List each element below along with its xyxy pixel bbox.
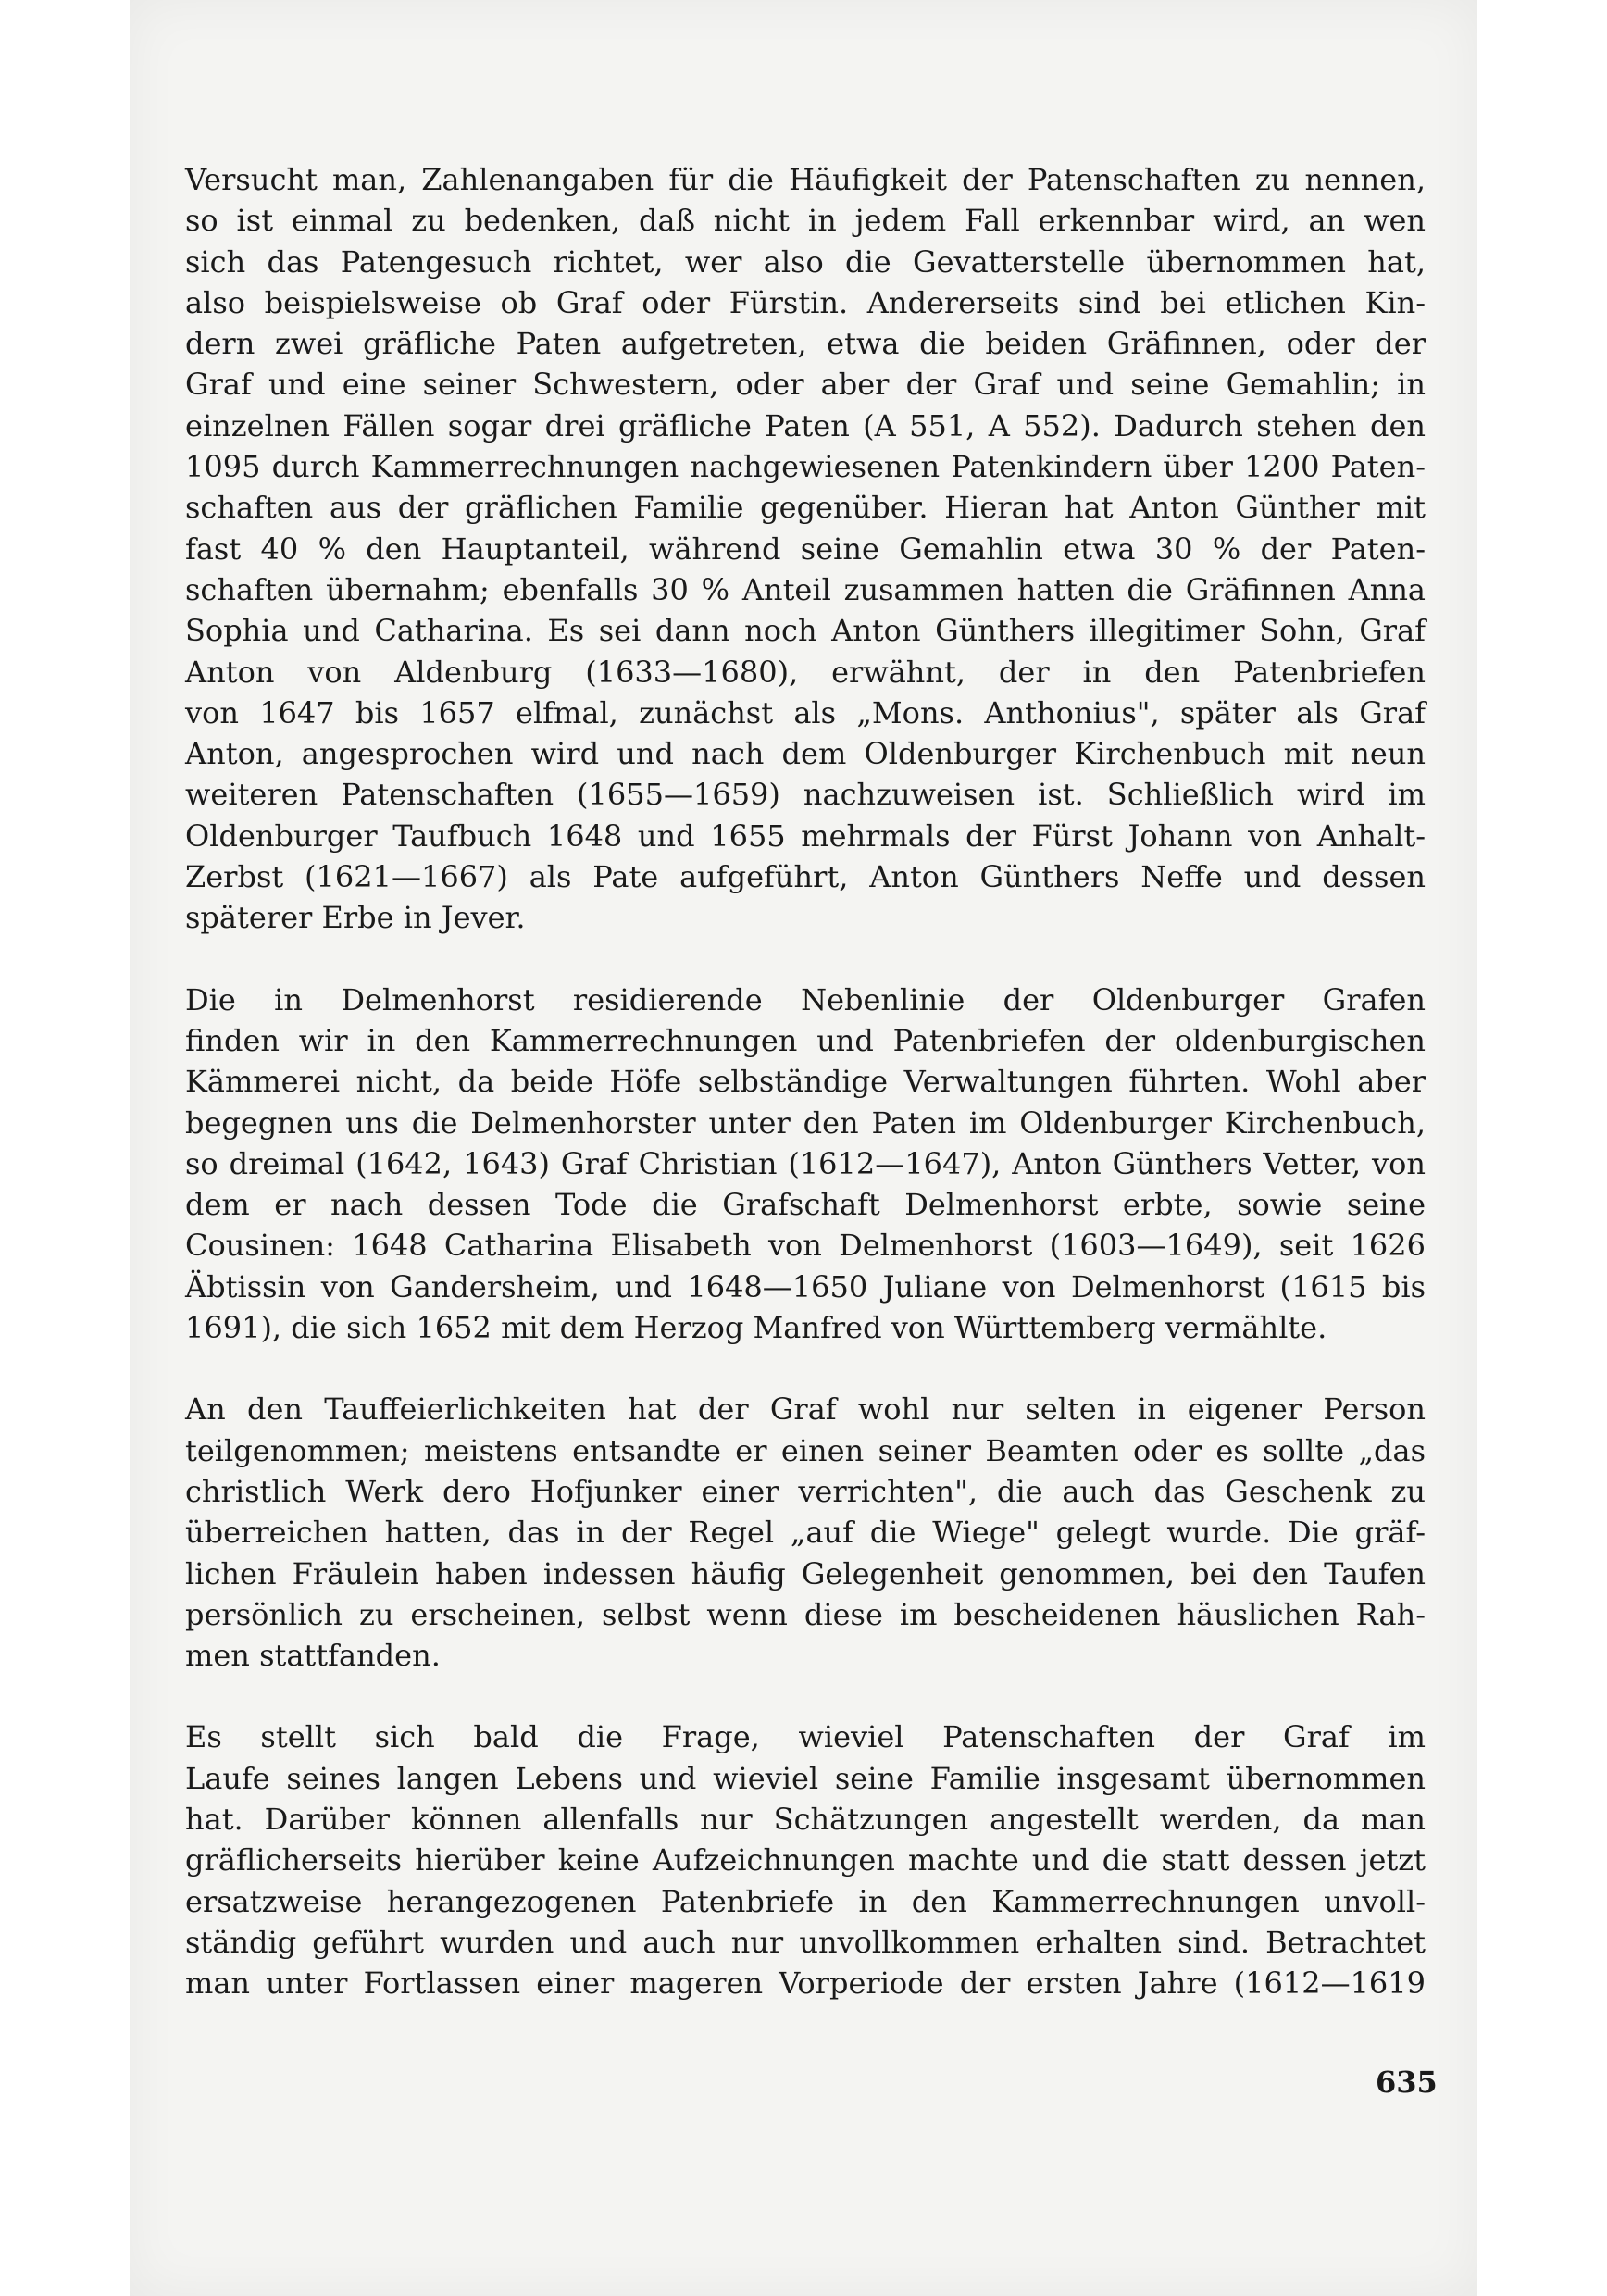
text-line: gräflicherseits hierüber keine Aufzeichnungen machte und die statt dessen jetzt bbox=[185, 1842, 1426, 1878]
text-line: Anton von Aldenburg (1633—1680), erwähnt, der in den Patenbriefen bbox=[185, 654, 1426, 690]
text-line: sich das Patengesuch richtet, wer also die Gevatterstelle übernommen hat, bbox=[185, 243, 1426, 280]
text-line: 1095 durch Kammerrechnungen nachgewiesenen Patenkindern über 1200 Paten- bbox=[185, 449, 1426, 485]
text-line: Oldenburger Taufbuch 1648 und 1655 mehrmals der Fürst Johann von Anhalt- bbox=[185, 817, 1426, 854]
paragraph bbox=[185, 1716, 1426, 2003]
text-line: Kämmerei nicht, da beide Höfe selbständige Verwaltungen führten. Wohl aber bbox=[185, 1064, 1426, 1100]
text-line: Versucht man, Zahlenangaben für die Häufigkeit der Patenschaften zu nennen, bbox=[185, 162, 1426, 197]
text-line: so ist einmal zu bedenken, daß nicht in jedem Fall erkennbar wird, an wen bbox=[185, 203, 1426, 239]
paragraph bbox=[185, 159, 1426, 939]
text-line: man unter Fortlassen einer mageren Vorperiode der ersten Jahre (1612—1619 bbox=[185, 1965, 1426, 2002]
text-line: Anton, angesprochen wird und nach dem Oldenburger Kirchenbuch mit neun bbox=[185, 736, 1426, 772]
text-line: Laufe seines langen Lebens und wieviel seine Familie insgesamt übernommen bbox=[185, 1760, 1426, 1796]
text-line: schaften übernahm; ebenfalls 30 % Anteil zusammen hatten die Gräfinnen Anna bbox=[185, 571, 1426, 607]
text-line: begegnen uns die Delmenhorster unter den Paten im Oldenburger Kirchenbuch, bbox=[185, 1104, 1426, 1141]
text-line: persönlich zu erscheinen, selbst wenn diese im bescheidenen häuslichen Rah- bbox=[185, 1596, 1426, 1632]
text-line: lichen Fräulein haben indessen häufig Gelegenheit genommen, bei den Taufen bbox=[185, 1555, 1426, 1591]
text-line: weiteren Patenschaften (1655—1659) nachzuweisen ist. Schließlich wird im bbox=[185, 777, 1426, 813]
text-line: Sophia und Catharina. Es sei dann noch Anton Günthers illegitimer Sohn, Graf bbox=[185, 613, 1426, 649]
body-text bbox=[185, 159, 1426, 2044]
text-line: 1691), die sich 1652 mit dem Herzog Manfred von Württemberg vermählte. bbox=[185, 1310, 1327, 1346]
text-line: dem er nach dessen Tode die Grafschaft Delmenhorst erbte, sowie seine bbox=[185, 1187, 1426, 1223]
text-line: fast 40 % den Hauptanteil, während seine Gemahlin etwa 30 % der Paten- bbox=[185, 530, 1426, 567]
text-line: überreichen hatten, das in der Regel „auf die Wiege" gelegt wurde. Die gräf- bbox=[185, 1515, 1426, 1551]
text-line: ständig geführt wurden und auch nur unvollkommen erhalten sind. Betrachtet bbox=[185, 1924, 1426, 1960]
text-line: also beispielsweise ob Graf oder Fürstin. Andererseits sind bei etlichen Kin- bbox=[185, 284, 1426, 320]
text-line: Graf und eine seiner Schwestern, oder aber der Graf und seine Gemahlin; in bbox=[185, 367, 1426, 403]
page-number: 635 bbox=[1376, 2065, 1438, 2100]
text-line: An den Tauffeierlichkeiten hat der Graf wohl nur selten in eigener Person bbox=[185, 1391, 1426, 1428]
text-line: Die in Delmenhorst residierende Nebenlinie der Oldenburger Grafen bbox=[185, 981, 1426, 1017]
text-line: Äbtissin von Gandersheim, und 1648—1650 Juliane von Delmenhorst (1615 bis bbox=[185, 1268, 1426, 1304]
text-line: christlich Werk dero Hofjunker einer verrichten", die auch das Geschenk zu bbox=[185, 1473, 1426, 1509]
text-line: Es stellt sich bald die Frage, wieviel Patenschaften der Graf im bbox=[185, 1719, 1426, 1755]
text-line: men stattfanden. bbox=[185, 1638, 441, 1674]
text-line: von 1647 bis 1657 elfmal, zunächst als „Mons. Anthonius", später als Graf bbox=[185, 694, 1426, 730]
text-line: so dreimal (1642, 1643) Graf Christian (1612—1647), Anton Günthers Vetter, von bbox=[185, 1145, 1426, 1181]
text-line: teilgenommen; meistens entsandte er einen seiner Beamten oder es sollte „das bbox=[185, 1432, 1426, 1468]
text-line: hat. Darüber können allenfalls nur Schätzungen angestellt werden, da man bbox=[185, 1801, 1426, 1837]
text-line: schaften aus der gräflichen Familie gegenüber. Hieran hat Anton Günther mit bbox=[185, 490, 1426, 526]
text-line: ersatzweise herangezogenen Patenbriefe in den Kammerrechnungen unvoll- bbox=[185, 1883, 1426, 1919]
text-line: Cousinen: 1648 Catharina Elisabeth von Delmenhorst (1603—1649), seit 1626 bbox=[185, 1228, 1426, 1264]
text-line: finden wir in den Kammerrechnungen und Patenbriefen der oldenburgischen bbox=[185, 1022, 1426, 1058]
paragraph bbox=[185, 980, 1426, 1349]
text-line: Zerbst (1621—1667) als Pate aufgeführt, Anton Günthers Neffe und dessen bbox=[185, 859, 1426, 895]
paragraph bbox=[185, 1389, 1426, 1676]
text-line: späterer Erbe in Jever. bbox=[185, 900, 526, 936]
text-line: dern zwei gräfliche Paten aufgetreten, etwa die beiden Gräfinnen, oder der bbox=[185, 326, 1426, 362]
text-line: einzelnen Fällen sogar drei gräfliche Paten (A 551, A 552). Dadurch stehen den bbox=[185, 407, 1426, 443]
